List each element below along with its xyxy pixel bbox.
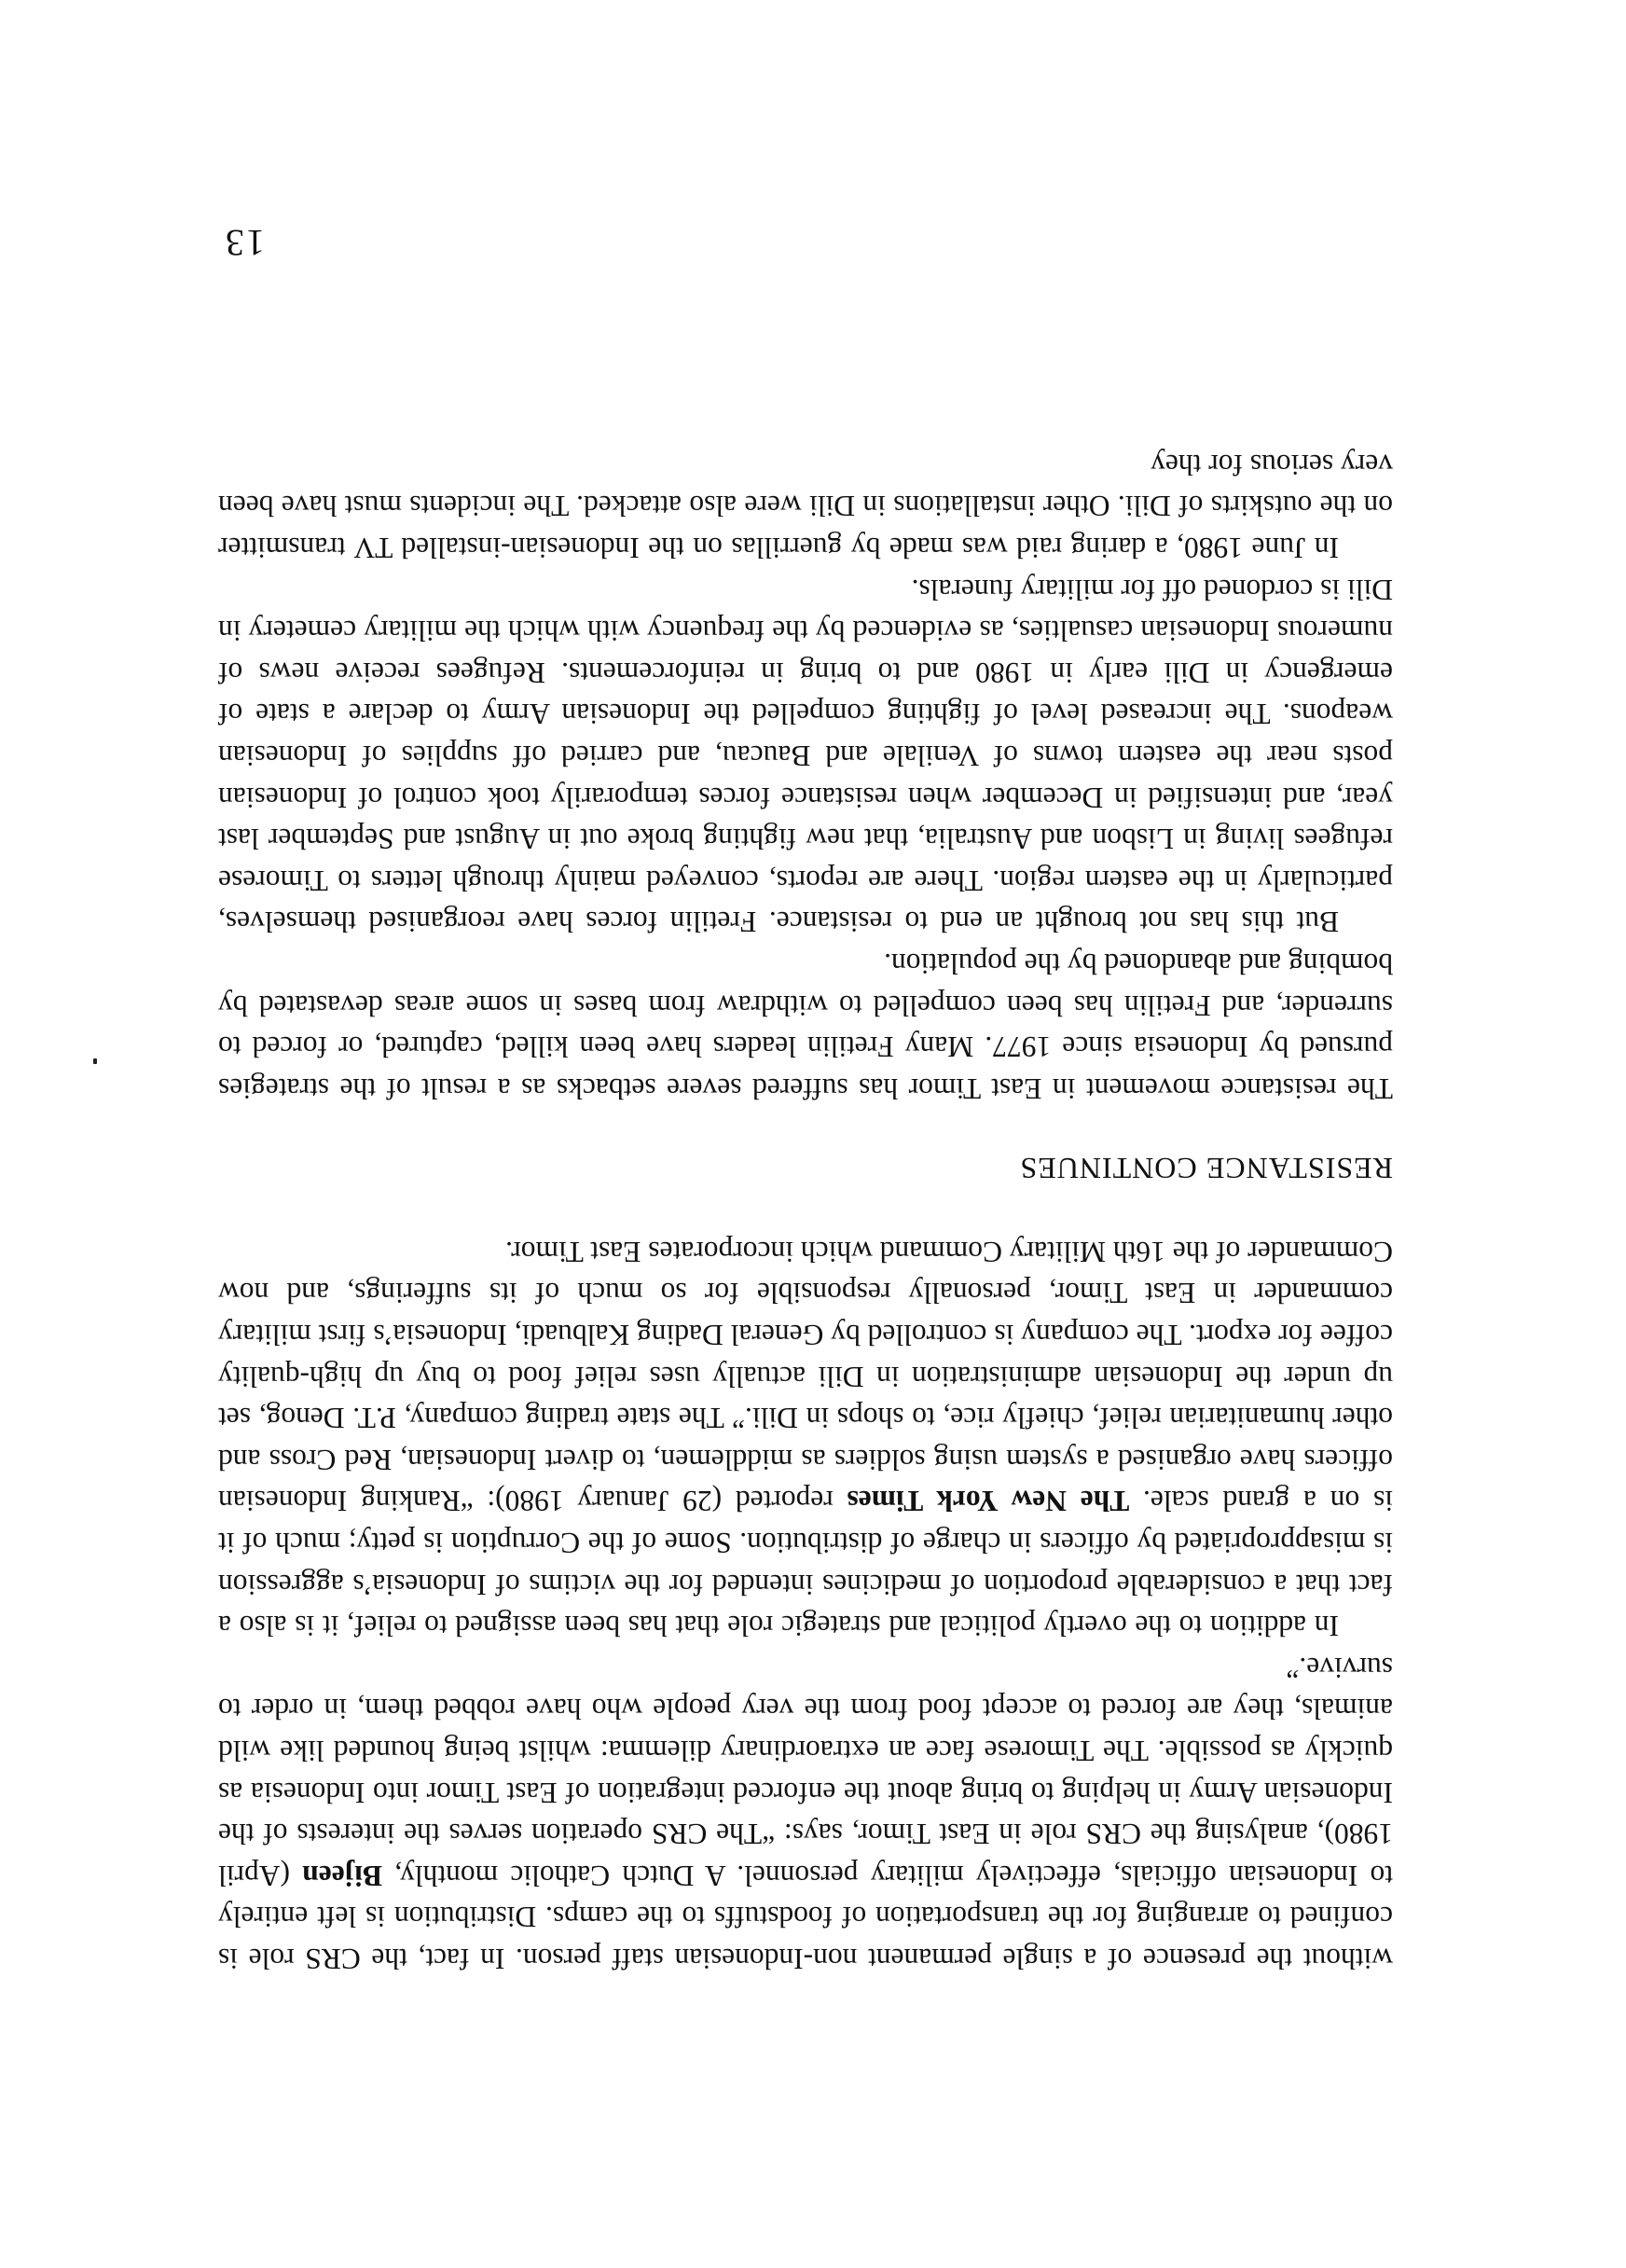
paragraph-crs-role [218,1646,1393,1979]
paragraph-resistance-setbacks: The resistance movement in East Timor has suffered severe setbacks as a result of the strategies pursued by Indonesia since 1977. Many Fretilin leaders have been killed, captured, or forced to surrender, and Fretilin has been compelled to withdraw from bases in some areas devastated by bombing and abandoned by the population. [218,947,1393,1105]
paragraph-text: without the presence of a single permanent non-Indonesian staff person. In fact, the CRS role is confined to arranging for the transportation of foodstuffs to the camps. Distribution is left entirely to Indonesian officials, effectively military personnel. A Dutch Catholic monthly, [218,1859,1393,1975]
section-heading: RESISTANCE CONTINUES [1019,1152,1393,1186]
paragraph-resistance-reorganised: But this has not brought an end to resistance. Fretilin forces have reorganised themselves, particularly in the eastern region. There are reports, conveyed mainly through letters to Timorese refugees living in Lisbon and Australia, that new fighting broke out in August and September last year, and intensified in December when resistance forces temporarily took control of Indonesian posts near the eastern towns of Venilale and Baucau, and carried off supplies of Indonesian weapons. The increased level of fighting compelled the Indonesian Army to declare a state of emergency in Dili early in 1980 and to bring in reinforcements. Refugees receive news of numerous Indonesian casualties, as evidenced by the frequency with which the military cemetery in Dili is cordoned off for military funerals. [218,573,1393,939]
publication-name-bijeen: Bijeen [302,1859,382,1892]
paragraph-text: (April 1980), analysing the CRS role in East Timor, says: “The CRS operation serves the interests of the Indonesian Army in helping to bring about the enforced integration of East Timor into Indonesia as quickly as possible. The Timorese face an extraordinary dilemma: whilst being hounded like wild animals, they are forced to accept food from the very people who have robbed them, in order to survive.” [218,1651,1393,1892]
paragraph-text: reported (29 January 1980): “Ranking Indonesian officers have organised a system using soldiers as middlemen, to divert Indonesian, Red Cross and other humanitarian relief, chiefly rice, to shops in Dili.” The state trading company, P.T. Denog, set up under the Indonesian administration in Dili actually uses relief food to buy up high-quality coffee for export. The company is controlled by General Dading Kalbuadi, Indonesia’s first military commander in East Timor, personally responsible for so much of its sufferings, and now Commander of the 16th Military Command which incorporates East Timor. [218,1235,1393,1518]
paragraph-text: In addition to the overtly political and strategic role that has been assigned to relief, it is also a fact that a considerable proportion of medicines intended for the victims of Indonesia’s aggression is misappropriated by officers in charge of distribution. Some of the Corruption is petty; much of it is on a grand scale. [218,1485,1393,1643]
page-number: 13 [224,222,265,264]
paragraph-june-raid: In June 1980, a daring raid was made by guerrillas on the Indonesian-installed TV transmitter on the outskirts of Dili. Other installations in Dili were also attacked. The incidents must have been very serious for they [218,448,1393,564]
paragraph-corruption [218,1230,1393,1646]
text-column [218,443,1393,1979]
publication-name-nyt: The New York Times [847,1485,1130,1518]
scan-speck [93,1058,97,1064]
